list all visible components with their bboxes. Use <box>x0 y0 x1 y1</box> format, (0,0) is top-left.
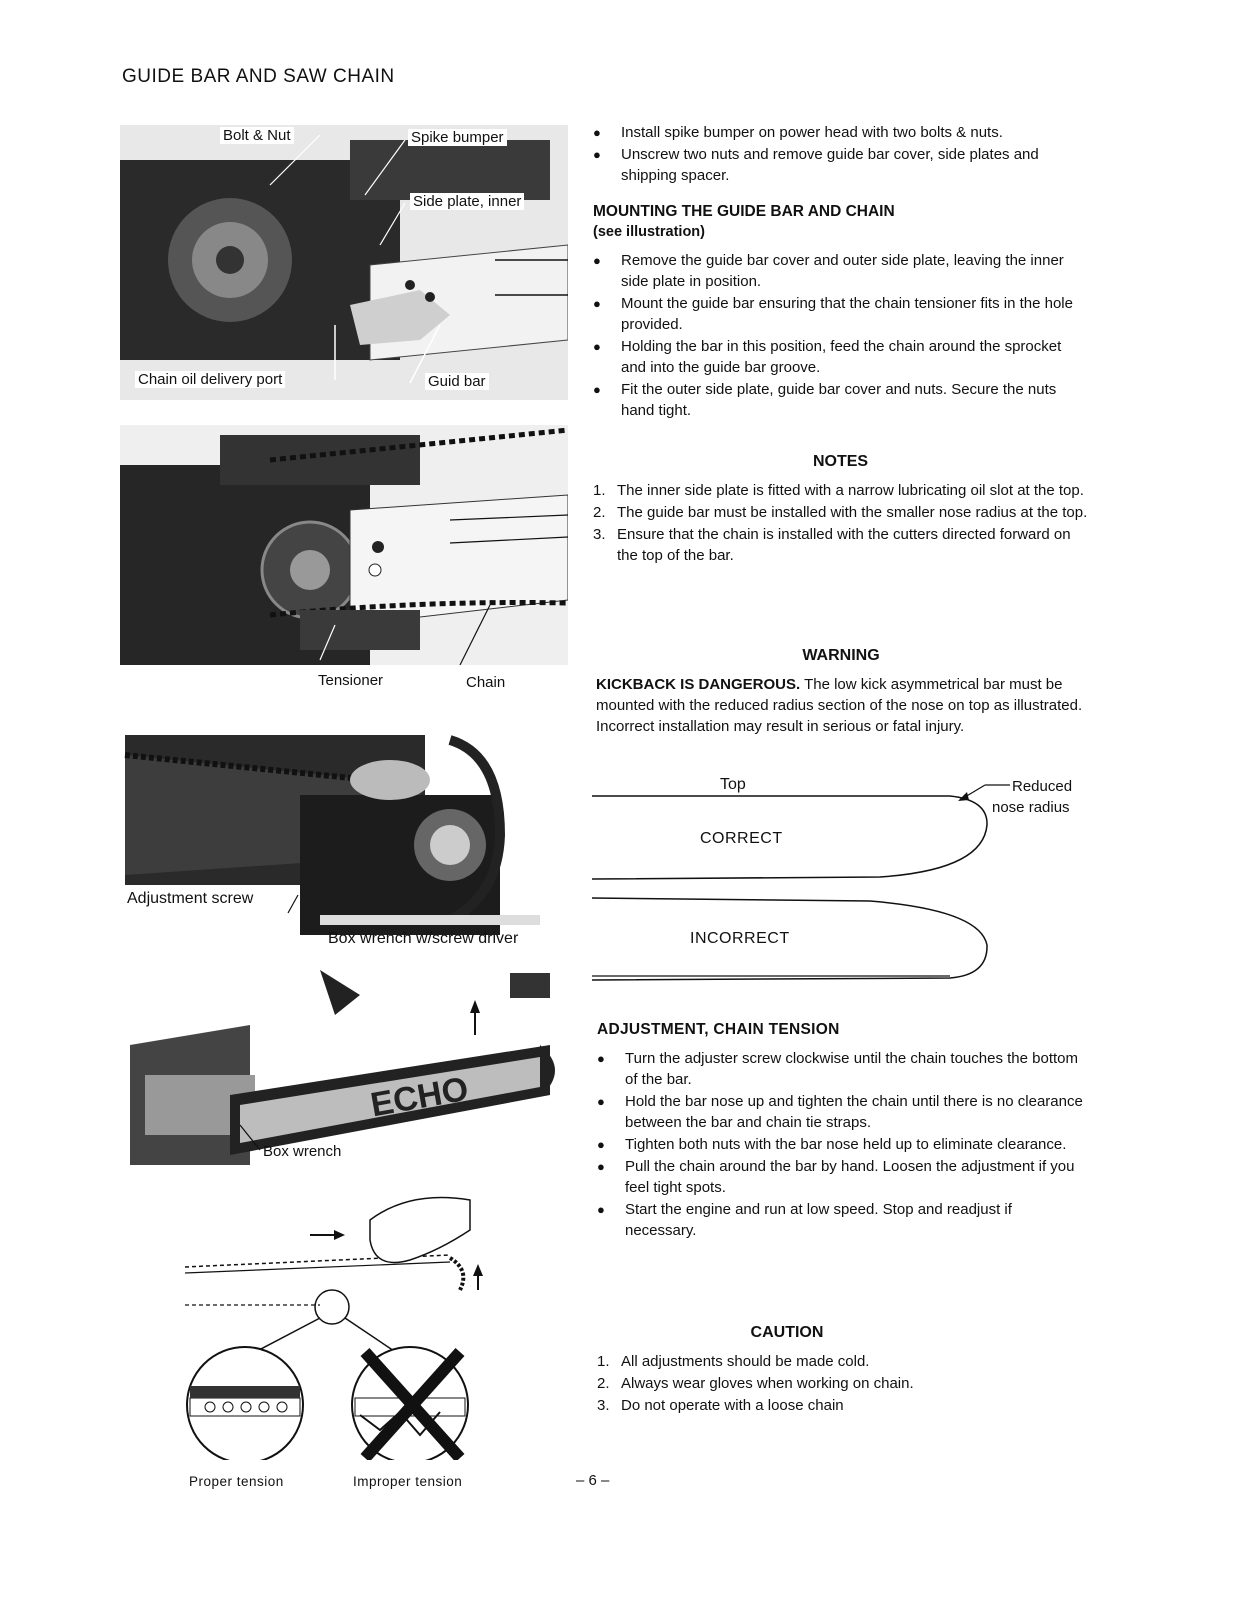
label-nose-radius: nose radius <box>992 799 1070 816</box>
tension-drawing <box>120 1190 568 1460</box>
warning-text: The low kick asymmetrical bar must be mounted with the reduced radius section of the nose on top as illustrated. Incorrect installation may result in serious or fatal injury. <box>596 676 1083 735</box>
adjustment-photo <box>120 735 568 955</box>
mounting-bullet: ● Mount the guide bar ensuring that the chain tensioner fits in the hole provided. <box>593 293 1088 335</box>
caution-number: 1. <box>597 1353 610 1370</box>
caution-item <box>597 1351 1087 1372</box>
label-bolt-nut: Bolt & Nut <box>220 127 294 144</box>
label-top: Top <box>720 776 746 793</box>
adjustment-bullet: ● Turn the adjuster screw clockwise until the chain touches the bottom of the bar. <box>597 1048 1087 1090</box>
label-box-wrench-driver: Box wrench w/screw driver <box>328 930 519 947</box>
intro-bullet: ● Unscrew two nuts and remove guide bar cover, side plates and shipping spacer. <box>593 144 1088 186</box>
figure-box-wrench <box>120 965 568 1175</box>
caution-number: 3. <box>597 1397 610 1414</box>
note-number: 2. <box>593 504 606 521</box>
caution-text: Do not operate with a loose chain <box>621 1397 844 1414</box>
warning-body <box>596 674 1086 737</box>
note-item <box>593 502 1088 523</box>
warning-lead: KICKBACK IS DANGEROUS. <box>596 676 801 693</box>
intro-section <box>593 122 1088 187</box>
notes-heading: NOTES <box>812 453 869 470</box>
caution-number: 2. <box>597 1375 610 1392</box>
caution-section <box>597 1322 1087 1417</box>
page-title: GUIDE BAR AND SAW CHAIN <box>122 66 395 87</box>
notes-section <box>593 451 1088 567</box>
warning-section <box>596 645 1086 737</box>
mounting-bullet: ● Holding the bar in this position, feed the chain around the sprocket and into the guide bar groove. <box>593 336 1088 378</box>
note-item <box>593 480 1088 501</box>
caution-heading: CAUTION <box>750 1324 824 1341</box>
figure-tensioner <box>120 425 568 695</box>
mounting-section <box>593 201 1088 422</box>
caution-text: All adjustments should be made cold. <box>621 1353 870 1370</box>
power-head-photo <box>120 125 568 400</box>
adjustment-bullet: ● Pull the chain around the bar by hand. Loosen the adjustment if you feel tight spots. <box>597 1156 1087 1198</box>
adjustment-bullet: ● Hold the bar nose up and tighten the chain until there is no clearance between the bar and chain tie straps. <box>597 1091 1087 1133</box>
tensioner-photo <box>120 425 568 665</box>
label-improper-tension: Improper tension <box>353 1474 463 1489</box>
label-chain: Chain <box>466 674 506 691</box>
note-item <box>593 524 1088 566</box>
intro-bullet: ● Install spike bumper on power head with two bolts & nuts. <box>593 122 1088 143</box>
adjustment-bullet: ● Tighten both nuts with the bar nose held up to eliminate clearance. <box>597 1134 1087 1155</box>
caution-text: Always wear gloves when working on chain. <box>621 1375 914 1392</box>
echo-saw-photo <box>120 965 568 1165</box>
adjustment-heading: ADJUSTMENT, CHAIN TENSION <box>597 1021 840 1038</box>
note-text: The guide bar must be installed with the smaller nose radius at the top. <box>617 504 1088 521</box>
caution-item <box>597 1373 1087 1394</box>
note-text: The inner side plate is fitted with a narrow lubricating oil slot at the top. <box>617 482 1084 499</box>
label-reduced: Reduced <box>1012 778 1073 795</box>
note-number: 1. <box>593 482 606 499</box>
mounting-bullet: ● Fit the outer side plate, guide bar cover and nuts. Secure the nuts hand tight. <box>593 379 1088 421</box>
warning-heading: WARNING <box>802 647 880 664</box>
figure-tension-check <box>120 1190 568 1495</box>
figure-adjustment-screw <box>120 735 568 955</box>
adjustment-bullet: ● Start the engine and run at low speed. Stop and readjust if necessary. <box>597 1199 1087 1241</box>
label-side-plate-inner: Side plate, inner <box>410 193 524 210</box>
echo-brand-text: ECHO <box>367 1069 472 1125</box>
mounting-heading: MOUNTING THE GUIDE BAR AND CHAIN <box>593 203 895 220</box>
label-tensioner: Tensioner <box>318 672 384 689</box>
label-proper-tension: Proper tension <box>189 1474 284 1489</box>
label-box-wrench: Box wrench <box>263 1143 342 1160</box>
note-text: Ensure that the chain is installed with the cutters directed forward on the top of the bar. <box>617 526 1071 564</box>
bar-orientation-diagram <box>590 770 1090 990</box>
figure-power-head <box>120 125 568 400</box>
page-number: – 6 – <box>576 1472 610 1489</box>
mounting-subheading: (see illustration) <box>593 224 705 240</box>
label-correct: CORRECT <box>700 830 783 847</box>
label-chain-oil-port: Chain oil delivery port <box>135 371 285 388</box>
label-incorrect: INCORRECT <box>690 930 790 947</box>
note-number: 3. <box>593 526 606 543</box>
label-spike-bumper: Spike bumper <box>408 129 507 146</box>
caution-item <box>597 1395 1087 1416</box>
label-adjustment-screw: Adjustment screw <box>127 890 254 907</box>
mounting-bullet: ● Remove the guide bar cover and outer side plate, leaving the inner side plate in position. <box>593 250 1088 292</box>
adjustment-section <box>597 1019 1087 1242</box>
label-guide-bar: Guid bar <box>425 373 489 390</box>
